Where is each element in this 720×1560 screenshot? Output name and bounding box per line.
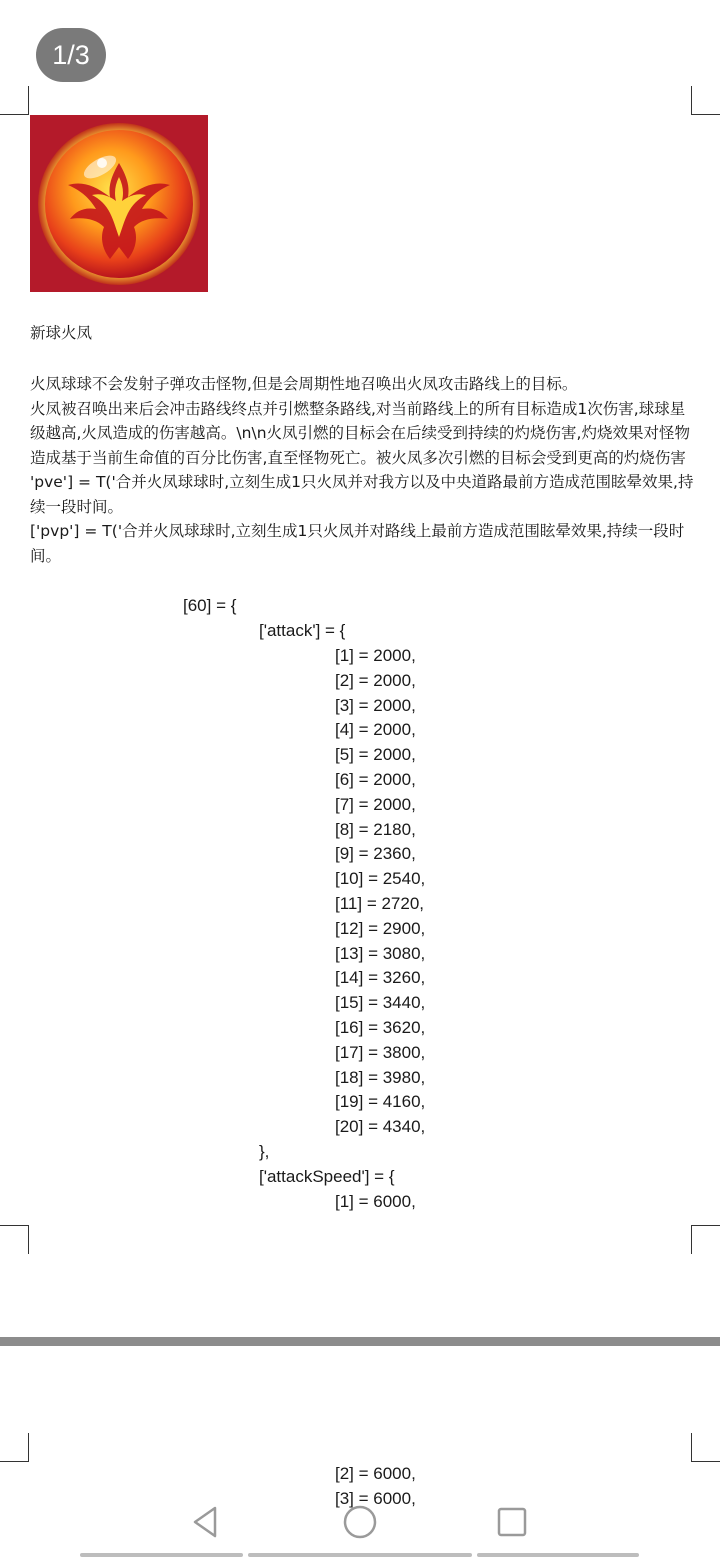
code-entry: [15] = 3440, (335, 993, 426, 1013)
scroll-indicator (80, 1553, 243, 1557)
code-entry: [18] = 3980, (335, 1067, 426, 1087)
description-line: ['pvp'] = T('合并火凤球球时,立刻生成1只火凤并对路线上最前方造成范围眩晕效果,持续一段时间。 (30, 522, 685, 565)
code-entry: [1] = 6000, (335, 1192, 416, 1211)
back-button[interactable] (186, 1502, 226, 1542)
document-title: 新球火凤 (30, 324, 93, 342)
crop-mark (0, 86, 29, 115)
code-entry: [12] = 2900, (335, 918, 426, 938)
system-nav-bar (0, 1490, 720, 1560)
description-line: 火凤被召唤出来后会冲击路线终点并引燃整条路线,对当前路线上的所有目标造成1次伤害,球球星级越高,火凤造成的伤害越高。\n\n火凤引燃的目标会在后续受到持续的灼烧伤害,灼烧效果对怪物造成基于当前生命值的百分比伤害,直至怪物死亡。被火凤多次引燃的目标会受到更高的灼烧伤害 (30, 399, 690, 467)
page-divider (0, 1337, 720, 1346)
code-entry: [3] = 2000, (335, 695, 416, 715)
code-entry: [17] = 3800, (335, 1042, 426, 1062)
code-attack-close: }, (259, 1142, 270, 1161)
scroll-indicator (477, 1553, 639, 1557)
description-line: 'pve'] = T('合并火凤球球时,立刻生成1只火凤并对我方以及中央道路最前方造成范围眩晕效果,持续一段时间。 (30, 473, 694, 516)
phoenix-logo-icon (30, 115, 208, 292)
code-entry: [7] = 2000, (335, 794, 416, 814)
code-level-header: [60] = { (183, 596, 237, 615)
home-button[interactable] (340, 1502, 380, 1542)
crop-mark (0, 1433, 29, 1462)
code-attack-header: ['attack'] = { (259, 621, 346, 640)
code-entry: [11] = 2720, (335, 894, 425, 913)
code-entry: [2] = 6000, (335, 1464, 416, 1483)
code-entry: [9] = 2360, (335, 844, 416, 864)
crop-mark (691, 1225, 720, 1254)
code-entry: [1] = 2000, (335, 646, 416, 665)
scroll-indicator (248, 1553, 472, 1557)
description (30, 372, 694, 568)
code-entry: [3] = 6000, (335, 1489, 416, 1508)
code-entry: [5] = 2000, (335, 745, 416, 765)
crop-mark (691, 86, 720, 115)
code-entry: [13] = 3080, (335, 943, 426, 963)
recent-square-icon (495, 1505, 529, 1539)
page-counter: 1/3 (36, 28, 106, 82)
recent-apps-button[interactable] (492, 1502, 532, 1542)
code-entry: [20] = 4340, (335, 1117, 426, 1137)
code-entry: [2] = 2000, (335, 670, 416, 690)
code-entry: [8] = 2180, (335, 819, 416, 839)
crop-mark (0, 1225, 29, 1254)
code-entry: [14] = 3260, (335, 968, 426, 988)
code-attack-speed-header: ['attackSpeed'] = { (259, 1167, 395, 1186)
code-entry: [6] = 2000, (335, 770, 416, 789)
code-entry: [10] = 2540, (335, 869, 426, 889)
crop-mark (691, 1433, 720, 1462)
code-entry: [16] = 3620, (335, 1018, 426, 1037)
code-entry: [4] = 2000, (335, 720, 416, 740)
description-line: 火凤球球不会发射子弹攻击怪物,但是会周期性地召唤出火凤攻击路线上的目标。 (30, 375, 578, 393)
home-circle-icon (342, 1504, 378, 1540)
code-entry: [19] = 4160, (335, 1092, 426, 1112)
back-triangle-icon (189, 1505, 223, 1539)
